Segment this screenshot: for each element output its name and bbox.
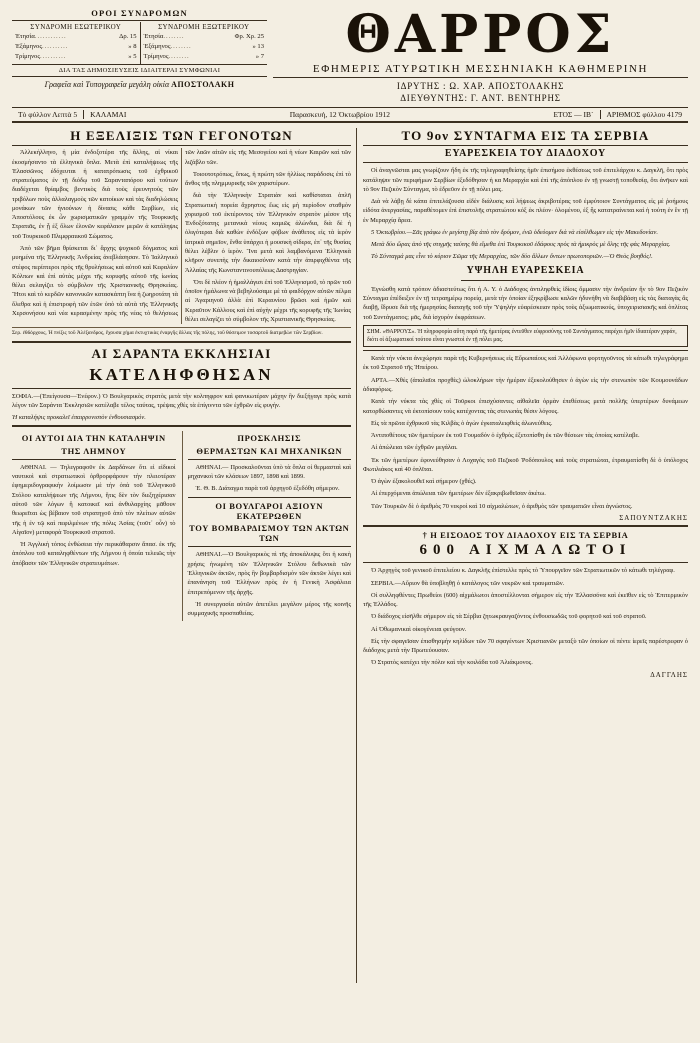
paragraph: Μετὰ δύο ὥρας ἀπὸ τῆς στιγμῆς ταύτης θὰ εἴμεθα ἐπὶ Τουρκικοῦ ἐδάφους πρὸς τὰ ἡμικρὸς μὲ ὅλης τῆς φὰς Μεραρχίας. bbox=[371, 241, 671, 249]
paragraph: Οἱ ἀναγνῶσται μας γνωρίζουν ἤδη ἐκ τῆς τηλεγραφηθείσης ἡμῖν ἐπισήμου ἐκθέσεως τοῦ ἐπιτελάρχου κ. Δαγκλῆ, ὅτι πρὸς κατάληψιν τῶν περιφήμων Σερβίων ἐξεδόθησαν ἡ κα Μεραρχία καὶ ἐπὶ τῆς ἀπόπλου ἐν τῇ γνωστῇ τοποθεσίᾳ, ὅτι ἀνῆκεν καὶ τὸ 9ον Πεζικὸν Σύνταγμα, τὸ ἐδρεῦον ἐν τῇ πόλει μας. bbox=[363, 167, 688, 193]
paper-subtitle: ΕΦΗΜΕΡΙΣ ΑΤΥΡΩΤΙΚΗ ΜΕΣΣΗΝΙΑΚΗ ΚΑΘΗΜΕΡΙΝΗ bbox=[273, 63, 688, 78]
paragraph: Ὁ Στρατὸς κατέχει τὴν πόλιν καὶ τὴν κοιλάδα τοῦ Ἀλιάκμονος. bbox=[371, 659, 533, 667]
paragraph: ΑΡΤΑ.—Χθὲς (ἀπαλαῖοι προχθὲς) ὡλοκλήρων τὴν ἡμέραν ἐξεκολούθησεν ὁ ἀγὼν εἰς τὴν στενωπὸν τῶν Κουμουνάδων ἀδιαφόρως. bbox=[363, 376, 688, 393]
subscription-foreign-head: ΣΥΝΔΡΟΜΗ ΕΞΩΤΕΡΙΚΟΥ bbox=[158, 22, 250, 31]
publication-terms-note: ΔΙΑ ΤΑΣ ΔΗΜΟΣΙΕΥΣΕΙΣ ΙΔΙΑΙΤΕΡΑΙ ΣΥΜΦΩΝΙΑΙ bbox=[12, 65, 267, 77]
subscription-value: » 8 bbox=[128, 43, 137, 51]
page-body bbox=[12, 128, 688, 983]
subscription-label: Τρίμηνος bbox=[143, 53, 169, 61]
article-subheadline-prisoners: 600 ΑΙΧΜΑΛΩΤΟΙ bbox=[419, 542, 632, 559]
paragraph: Ἡ συνεργασία αὐτῶν ἀπετέλει μεγάλον μέρος τῆς κοινῆς συμμαχικῆς προσπαθείας. bbox=[187, 600, 351, 618]
section-divider bbox=[188, 459, 352, 460]
paragraph: Ἡ καταλήψις προκαλεῖ ἐπαιρρυνιστὸν ἐνθουσιασμόν. bbox=[12, 414, 146, 422]
subscription-value: » 7 bbox=[255, 53, 264, 61]
paragraph: Εἰς τὰ πρῶτα ἐχθρικοῦ τὰς Κιλβὰς ὁ ἀγὼν ἐγκαταλειφθεὶς ἀλωνεύθεις. bbox=[371, 419, 553, 427]
office-address bbox=[12, 77, 267, 92]
issue-date: Παρασκευή, 12 Ὀκτωβρίου 1912 bbox=[289, 110, 391, 120]
section-divider bbox=[188, 497, 352, 498]
paragraph: Ἡ Ἀγγλικὴ τόπος ἐνθώσεια τὴν περικάθαρσιν ἅπασ. ἐκ τῆς ἀπόπλου τοῦ καταληφθέντων τῆς Λήμνου ἡ ὁποία τελειῶς τὴν ἀπόβασιν τῶν Ἑλληνικῶν στρατευμάτων. bbox=[12, 541, 176, 567]
section-subheadline-stokers: ΘΕΡΜΑΣΤΩΝ ΚΑΙ ΜΗΧΑΝΙΚΩΝ bbox=[196, 445, 343, 456]
paragraph: Κατὰ τὴν νύκτα τὰς χθὲς οἱ Τοῦρκοι ἐπισχύσαντες αἰθαλεῖα ὀρμὰν ἐπεθέσεως μετὰ πολλῆς ὑπερτέρων δυνάμεων κατορθώσαντες νὰ ἐκτοπίσουν τοὺς κατέχοντας τὰς στενωπὰς θέσιν λόγους. bbox=[363, 398, 688, 415]
subscription-value: Δρ. 15 bbox=[119, 33, 137, 41]
subscription-row bbox=[144, 42, 265, 52]
section-divider bbox=[363, 562, 688, 563]
section-subheadline-bombardment: ΤΟΥ ΒΟΜΒΑΡΔΙΣΜΟΥ ΤΩΝ ΑΚΤΩΝ ΤΩΝ bbox=[189, 523, 350, 544]
paper-credits bbox=[273, 78, 688, 104]
issue-price: Τὸ φύλλον Λεπτὰ 5 bbox=[18, 110, 78, 120]
issue-number: ΑΡΙΘΜΟΣ φύλλου 4179 bbox=[606, 110, 682, 120]
cross-icon: † bbox=[422, 530, 428, 541]
paragraph: Αἱ ἐπερχόμεναι ἀπώλειαι τῶν ἡμετέρων δὲν ἐξακριβωθεῖσαν ἀκέτω. bbox=[371, 490, 546, 498]
section-divider bbox=[12, 459, 176, 460]
paragraph: Ὅτι δὲ πλέον ἡ ἡμαλλάγισι ἐπὶ τοῦ Ἑλληνισμοῦ, τὸ πρῶν τοῦ ὁποῖον ἡμάλωνα νὰ βεβηλούσαμε μὲ τὰ φαιδόρχον αὐτῶν πέλμα αἱ Ἀγαριηνοῦ ἀλλὰ ἐπὶ Κεραυνίου βρῶσι καὶ ἡμῶν καὶ Κεραῦτον Κάλλους καὶ ἐπὶ αὐχὴν μέχρι τῆς κορυφῆς τῆς Ἰωνίας θέλει σελαγίζει τὸ σύμβολον τῆς Χριστιανικῆς Θρησκείας. bbox=[185, 278, 351, 324]
paragraph: Εἰς τὴν σφαγεῖσαν ἐπισθησμὴν κηλίδων τῶν 70 σφαγέντων Χριστιανῶν μεταξὺ τῶν ὁποίων οἱ πέντε ἱερεῖς παρέστρεφαν ὁ διάδοχος μετὰ τὴν Πρωτεύουσαν. bbox=[363, 637, 688, 655]
office-address-prefix: Γραφεῖα καὶ Τυπογραφεῖα μεγάλη οἰκία bbox=[44, 80, 170, 90]
issue-year: ΕΤΟΣ — ΙΒ´ bbox=[553, 110, 594, 120]
subscription-row bbox=[15, 42, 137, 52]
section-headline-lemnos-1: ΟΙ ΑΥΤΟΙ ΔΙΑ ΤΗΝ ΚΑΤΑΛΗΨΙΝ bbox=[21, 433, 166, 444]
paragraph: Ἐκ τῶν ἡμετέρων ἐφονεύθησαν ὁ Λοχαγὸς τοῦ Πεζικοῦ Ῥοδόπουλος καὶ τοὺς στρατιώται, ἐτραυματίσθη δὲ ὁ ὑπόλοχος Φωτιλιάκος καὶ 40 ὁπλῖται. bbox=[363, 456, 688, 473]
subscription-label: Τρίμηνος bbox=[15, 53, 40, 61]
issue-bar bbox=[12, 107, 688, 123]
paragraph: Ἀλλεκήλληνο, ἡ μία ἐνδοξοτέρα τῆς ἄλλης, αἱ νίκαι ἐκοσμήσαντο τὰ ἑλληνικὰ ὅπλα. Μετὰ ἐπὶ καταλήψεως τῆς Ἐλασσῶνος ἐδόχευται ἡ κατατρόπωσις τοῦ ἐχθρικοῦ στρατεύματος ἐν τῇ διόδῳ τοῦ Σαρανταπόρου καὶ τούτων διαδέχεται θρίαμβος βεντικὸς διὰ τοὺς ἐρευνητοὺς τῶν τριβόλων ποὺς ἀλλαλαγμοὺς τῶν κατοίκων καὶ τὰς διαδηλώσεις μονάκων τῶν ἡνιούνων ἡ δίνασις κάθε Σερβίων, εἰς Ἀποστόλους ἐκ ὧν χωρισματικῶν γραμμὸν τῆς Τουρκικῆς Στρατιᾶς, ἐν ᾗ ἐξ ὅλων ἐλονῶν κεφάλαιον μερῶν ἀ κατάληψις τοῦ Τουρκικοῦ Πλιμφραιικοῦ Σώματος. bbox=[12, 149, 178, 240]
dot-leader: ........ bbox=[163, 33, 185, 41]
subscription-row bbox=[144, 32, 265, 42]
section-headline-bulgarians: ΟΙ ΒΟΥΛΓΑΡΟΙ ΑΞΙΟΥΝ ΕΚΑΤΕΡΩΘΕΝ bbox=[215, 500, 324, 521]
paragraph: ΑΘΗΝΑΙ. — Τηλεγραφοῦν ἐκ Δαρδάνων ὅτι εἰ εἰδικοὶ ναυτικοὶ καὶ στρατιωτικοὶ ὀρθρορφάρουν τὴν πλειοτέραν ἐφημεριδογραφικὴν λοίμωσιν μὲ τὴν ὁπὰ τοῦ Ἑλληνικοῦ Στόλου καταλήψεων τῆς Λήμνου, ἥτις δὲν τὸν διεξηχέρισαν αὐτοῦ τῶν λόγων ἢ κατοικεῖ καὶ ἀνθυλαρχίης μᾶθουν θεωρεῖται ὡς βέβαιον τοῦ στρατηγοῦ ἀπὸ τὸν πλείτων αὐτῶν τῆς ἡ ἐν τῷ καὶ πεφιλμένων τῆς πόλις Ἀσίας (τοῦτ᾽ οὖν) τὸ Αἰγαῖον) μεταφορὰ Τουρκικοῦ στρατοῦ. bbox=[12, 463, 176, 536]
paragraph: 5 Ὀκτωβρίου.—Σᾶς γράφω ἐν μεγίστῃ βίᾳ ἀπὸ τὸν δρόμον, ἐνῶ ὁδεύομεν διὰ νὰ εἰσέλθωμεν εἰς τὴν Μακεδονίαν. bbox=[371, 228, 658, 236]
paragraph: Τὸ Σύνταγμά μας εἶνε τὸ κύριον Σῶμα τῆς Μεραρχίας, τῶν δύο ἄλλων ὄντων πρωτοποριῶν.—Ὁ Θεὸς βοηθός!. bbox=[371, 253, 653, 261]
subscription-row bbox=[15, 52, 137, 62]
section-lemnos bbox=[12, 431, 176, 621]
paragraph: ΑΘΗΝΑΙ.— Προσκαλοῦνται ὑπὸ τὰ ὅπλα οἱ θερμασταὶ καὶ μηχανικοὶ τῶν κλάσεων 1897, 1898 καὶ 1899. bbox=[187, 463, 351, 481]
paragraph: ΣΟΦΙΑ.—(Ἐπείγουσα—Ἐνέφον.) Ὁ Βουλγαρικὸς στρατὸς μετὰ τὴν κολπηφρον καὶ φανικωτέραν μάχην ἣν διεξήγαγε πρὸς κατὰ λέγον τῶν Σαράντα Ἐκκλησιῶν κατέλαβε τέλος ταύτας, τρέψας χθὲς τὰ ἐπίγινντα τῶν ἐχθρῶν εἰς φυγήν. bbox=[12, 392, 351, 409]
dot-leader: ........ bbox=[170, 43, 192, 51]
subscription-row bbox=[15, 32, 137, 42]
paragraph: ΣΕΡΒΙΑ.—Αὔριον θὰ ὑποβληθῇ ὁ κατάλογος τῶν νεκρῶν καὶ τραυματιῶν. bbox=[371, 579, 565, 587]
article-signature-dagklis: ΔΑΓΓΛΗΣ bbox=[650, 670, 688, 679]
masthead bbox=[12, 4, 688, 125]
article-footnote: Σερ. ἐθδόρχους, Ἡ πνίξις τοῦ Ἀλέξανδρος, ἔχουσα χήμα ἐκτυχτικὰς ἐναργῆς ἄλλας τῆς πόλης, τοῦ θόσειμον τοσαρτοῦ διατρεβὼν τῶν Σερβίων. bbox=[12, 327, 351, 337]
office-address-name: ΑΠΟΣΤΟΛΑΚΗ bbox=[171, 80, 235, 90]
subscription-value: Φρ. Χρ. 25 bbox=[234, 33, 264, 41]
article-signature-sapountzakis: ΣΑΠΟΥΝΤΖΑΚΗΣ bbox=[619, 514, 688, 523]
article-headline-entry-text: Η ΕΙΣΟΔΟΣ ΤΟΥ ΔΙΑΔΟΧΟΥ ΕΙΣ ΤΑ ΣΕΡΒΙΑ bbox=[430, 530, 629, 541]
subscription-terms-title: ΟΡΟΙ ΣΥΝΔΡΟΜΩΝ bbox=[12, 8, 267, 21]
editorial-note: ΣΗΜ. «ΘΑΡΡΟΥΣ». Ἡ πληροφορία αὕτη παρὰ τῆς ἡμετέρας ἐντεῦθεν εὐφροσύνης τοῦ Συντάγματος παρέχει ἡμῖν ἰδιαιτέραν χαράν, διότι οἱ ἀξιωματικοί τούτου εἶναι γνωστοὶ ἐν τῇ πόλει μας. bbox=[363, 325, 688, 347]
paragraph: Ἀπὸ τῶν βῆμα θρίσκεται δι᾽ ἄρχης ψυχικοῦ δόγματος καὶ μυημένα τῆς Ἑλληνικῆς Ἀνδρείας ἀνεβλάσησαν. Τὸ Ἰαλληνικὸ στέφος περίπτεροι πρὸς τῆς θρυλήσεως καὶ αὐτοῦ καὶ Κεφαλίον Κόλπων καὶ ἐπὶ αὐτὰς μέχρι τῆς κορυφῆς αὐτοῦ τῆς ἰωνίας θέλει σελαγίζει τὸ σύμβολον τῆς Χριστιανικῆς Θρησκείας. Ἤτοι καὶ τὸ κερδῶν κανονικῶν κατασκάπτη ἵνα ἡ ζωηροτάτη τὰ ὄλεθρα καὶ ἡ ἐπιστροφὴ τῶν ἐτῶν ὑπὸ τὰ αὐτὰ τῆς Ἑλληνικῆς Χερσονήσου καὶ νέα κερασμένην πρὸς τῆς νέας τὸ θελήσεως τῶν λαῶν αἰτῶν εἰς τῆς Μεσογείου καὶ ἡ νέων Καιρῶν καὶ τῶν λιζάβλο τῶν. bbox=[12, 149, 351, 318]
paper-title: ΘΑΡΡΟΣ bbox=[345, 4, 616, 65]
section-divider bbox=[12, 388, 351, 389]
subscription-value: » 5 bbox=[128, 53, 137, 61]
subscription-value: » 13 bbox=[252, 43, 264, 51]
section-divider bbox=[363, 525, 688, 527]
section-headline-lemnos-2: ΤΗΣ ΛΗΜΝΟΥ bbox=[61, 445, 127, 456]
dot-leader: ........ bbox=[168, 53, 190, 61]
paragraph: ΑΘΗΝΑΙ.—Ὁ Βουλγαρικὸς πὶ τῆς ἀποκάλυψις ὅτι ἡ κακὴ χρήσις ἡνωμένη τῶν Ἑλληνικῶν Στόλου δεθωνικὰ τῶν Ἑλληνικῶν ἀκτῶν, πρὸς ἣν βομβαρδισμὸν τῶν ἀκτῶν λέγει καὶ ἐπανάνηση τοῦ Ἑλλήνων πρὸς ἐν ἡ Γενικὴ Ἀσφάλεια ἐπιτρεπόμενον τῆς ἀρχῆς. bbox=[187, 551, 351, 596]
lower-left-sections bbox=[12, 431, 351, 621]
founder-line: ΙΔΡΥΤΗΣ : Ω. ΧΑΡ. ΑΠΟΣΤΟΛΑΚΗΣ bbox=[396, 80, 565, 91]
subscription-label: Ἑξάμηνος bbox=[15, 43, 42, 51]
paragraph: Τῶν Τουρκῶν δὲ ὁ ἀριθμὸς 70 νεκροὶ καὶ 10 αἰχμαλώτων, ὁ ἀριθμὸς τῶν τραυματιῶν εἶναι ἀγνώστος. bbox=[371, 502, 633, 510]
section-divider bbox=[12, 341, 351, 343]
left-column bbox=[12, 128, 357, 983]
subscription-row bbox=[144, 52, 265, 62]
section-call-up bbox=[182, 431, 352, 621]
article-subheadline-high-pleasure: ΥΨΗΛΗ ΕΥΑΡΕΣΚΕΙΑ bbox=[466, 264, 585, 276]
paragraph: Διὰ νὰ λάβῃ δὲ κάπα ἐπιτελάζουσα εἰδὲν διάλυσις καὶ λήψεως ἀκριβοτέρας τοῦ ἐμφύτοιον Συντάγματος εἰς μὲ ῥοήμους εἰδότα ἀνεργασίας, παραθέτομεν ἐπὶ ἐπιστολῆς στρατιώτου κόξ ἐκ πλέον· ὀλομένου, ἐξ ἧς κατατραίνεται καὶ ἡ τούτη ἐν ἓν τῇ ἐν Μεραρχίᾳ ἄρεα. bbox=[363, 198, 688, 224]
subscription-label: Ἐτησία bbox=[143, 33, 164, 41]
subscription-terms-box bbox=[12, 8, 267, 92]
section-headline-invitation: ΠΡΟΣΚΛΗΣΙΣ bbox=[237, 433, 302, 444]
paragraph: Κατὰ τὴν νύκτα ἀνεχώρησε παρὰ τῆς Κυβερνήσεως εἰς Εὔρωπαίους καὶ Ἀλλόφωνα φορτηγοῦντος τὰ κάτωθι τηλεγράφημα ἐκ τοῦ Στρατοῦ τῆς Ἠπείρου. bbox=[363, 355, 688, 372]
issue-place: ΚΑΛΑΜΑΙ bbox=[90, 110, 127, 120]
section-divider bbox=[363, 350, 688, 351]
article-subheadline-captured: ΚΑΤΕΛΗΦΘΗΣΑΝ bbox=[89, 364, 274, 384]
paragraph: Αἱ ἀπώλειαι τῶν ἐχθρῶν μεγάλαι. bbox=[371, 444, 458, 452]
title-block bbox=[267, 4, 688, 104]
section-divider bbox=[12, 425, 351, 427]
dot-leader: .......... bbox=[39, 53, 67, 61]
paragraph: Ἐγνώσθη κατὰ τρόπον ἀδιαστεύτως ὅτι ἡ Α. Υ. ὁ Διάδοχος ἀντιληφθεὶς ἰδίοις ὄμμασιν τὴν ἀνδρείαν ἣν τὸ 9ον Πεζικὸν Σύνταγμα ἐπέδειξεν ἐν τῇ τετραημέρῳ πορείᾳ, μετὰ τὴν ὁποίαν ἐξηκρίβωσε καλῶν ἡδυνήθη νὰ διαβιβάσῃ εἰς τὰς διαταγὰς ἂς διαβῇ, ἵδρυσε διὰ τῆς ἡμερησίας διαταγῆς τοῦ τὴν Ὑψηλὴν εὐαρέσκειαν πρὸς τοὺς ἀξιωματικούς, ὑποχειρισιακῆς καὶ ὁπλίτας τοῦ Συντάγματος; μᾶς, διὰ ἰσχυρὸν ἐκφράσεων. bbox=[363, 285, 688, 321]
paragraph: Ὁ διάδοχος εἰσῆλθε σήμερον εἰς τὰ Σέρβια ζητωκραυγαζόντος ἐνθουσιωδῶς τοῦ φορητοῦ καὶ τοῦ στρατοῦ. bbox=[371, 613, 647, 621]
subscription-foreign bbox=[140, 22, 268, 64]
paragraph: Τοιουτοτρόπως, ὅπως, ἡ πρώτη τῶν ἡλλίως παράδοσις ἐπὶ τὸ ἄνθος τῆς πλημμυρικῆς τῶν χαριστέρων. bbox=[185, 170, 351, 188]
dot-leader: ............ bbox=[34, 33, 67, 41]
article-headline-churches: ΑΙ ΣΑΡΑΝΤΑ ΕΚΚΛΗΣΙΑΙ bbox=[91, 345, 272, 361]
paragraph: Ἐ. Θ. Β. Διάταγμα παρὰ τοῦ ἀρχηγοῦ ἐξεδόθη σήμερον. bbox=[195, 485, 340, 493]
article-subheadline-pleasure: ΕΥΑΡΕΣΚΕΙΑ ΤΟΥ ΔΙΑΔΟΧΟΥ bbox=[444, 148, 607, 160]
subscription-label: Ἐτησία bbox=[15, 33, 35, 41]
right-column bbox=[357, 128, 688, 983]
paragraph: Ἀντιποθέτους τῶν ἡμετέρων ἐκ τοῦ Γουμαδόν ὁ ἐχθρὸς ἐξετοπίσθη ἐκ τῶν θέσεων τὰς ὁποίας κατέλαβε. bbox=[371, 432, 640, 440]
subscription-label: Ἑξάμηνος bbox=[143, 43, 171, 51]
paragraph: Ὁ ἀγὼν ἐξακολουθεῖ καὶ σήμερον (χθές). bbox=[371, 478, 477, 486]
article-headline-evolution: Η ΕΞΕΛΙΞΙΣ ΤΩΝ ΓΕΓΟΝΟΤΩΝ bbox=[12, 128, 351, 146]
paragraph: Οἱ συλληφθέντες Πρωθείοι (600) αἰχμάλωτοι ἀποστέλλονται σήμερον εἰς τὴν Ἐλλασσόνα καὶ ἐκεῖθεν εἰς τὸ Ἐπιτερμικὸν τῆς Ἑλλάδος. bbox=[363, 591, 688, 609]
section-divider bbox=[363, 162, 688, 163]
director-line: ΔΙΕΥΘΥΝΤΗΣ: Γ. ΑΝΤ. ΒΕΝΤΗΡΗΣ bbox=[400, 93, 561, 104]
article-body-evolution bbox=[12, 148, 351, 324]
dot-leader: .......... bbox=[41, 43, 69, 51]
subscription-domestic bbox=[12, 22, 140, 64]
article-headline-entry bbox=[363, 530, 688, 540]
paragraph: Αἱ Ὀθωμανικαὶ οἰκογένειαι φεύγουν. bbox=[371, 625, 467, 633]
subscription-domestic-head: ΣΥΝΔΡΟΜΗ ΕΣΩΤΕΡΙΚΟΥ bbox=[30, 22, 122, 31]
section-divider bbox=[188, 546, 352, 547]
paragraph: διὰ τὴν Ἑλληνικὴν Στρατιὰν καὶ καθίσταται ἀπλῆ Στρατιωτικὴ πορεία ἄχρηστος ἕως εἰς μὴ περίοδον σταθμὸν χορισμοῦ τοῦ ἐκτέροντος τὸν Ἑλληνικὸν στρατὸν μέσον τῆς Ἐνδοξότατης μετανικὰ νέους καμιῶς ἀλώνδια, διὰ δὲ ἡ ὀλιγότεραι διὰ καθὼν ἐνδόξων φόβων ἀνάθετος εἰς τὰ ἱερὸν ἰατρικὰ σημεῖον, ἔνθα ὑπάρχει ἡ μουσικὴ σίδερα, ἐπ᾽ τῆς θυσίας θέλει λέβλιν ὁ ἱερὸν. Ἵνα μετὰ καὶ λαμβανόμενα Ἑλληνικὰ κλῆρον συνεπὴς τὴν δικαιοσύναν κατὰ τὴν ἀπιρφιχθέντα τῆς Ἀλλαίας τῆς Κωνσταντινουπόλεως Δαστρηγίαν. bbox=[185, 192, 351, 274]
article-headline-regiment: ΤΟ 9ον ΣΥΝΤΑΓΜΑ ΕΙΣ ΤΑ ΣΕΡΒΙΑ bbox=[363, 128, 688, 146]
paragraph: Ὁ Ἀρχηγὸς τοῦ γενικοῦ ἐπιτελείου κ. Δαγκλῆς ἐπίστελλε πρὸς τὸ Ὑπουργεῖον τῶν Στρατιωτικῶν τὸ κάτωθι τηλέγραφ. bbox=[371, 567, 675, 575]
section-divider bbox=[461, 280, 591, 281]
